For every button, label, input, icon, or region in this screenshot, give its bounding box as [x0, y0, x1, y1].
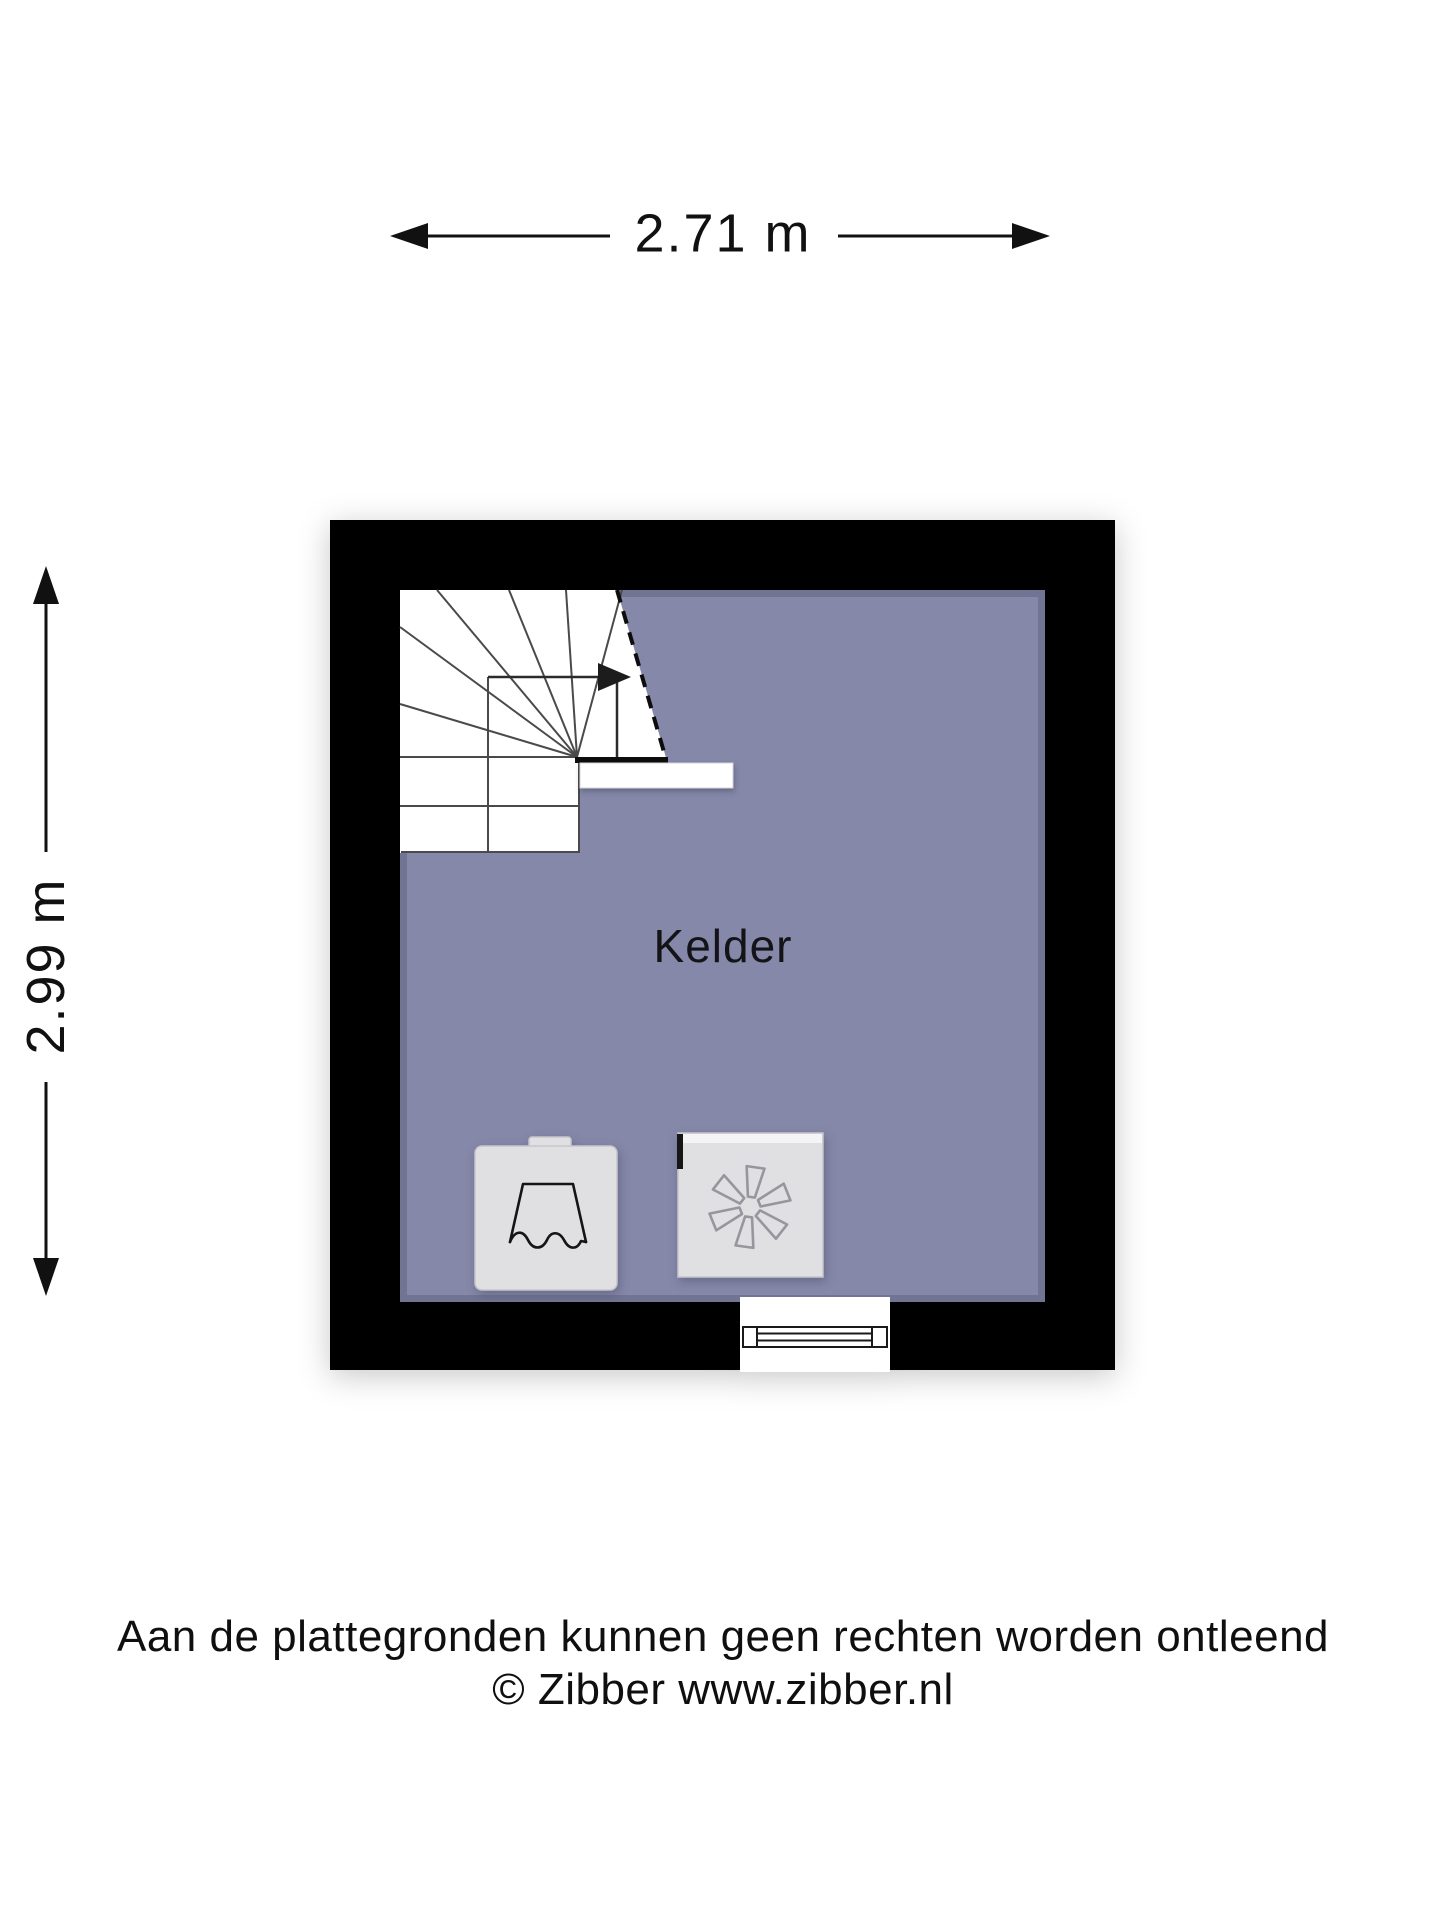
sink-icon — [475, 1137, 617, 1290]
stair-landing — [580, 763, 733, 788]
room-name-label: Kelder — [653, 919, 793, 972]
dimension-height-label: 2.99 m — [16, 877, 76, 1055]
disclaimer-line1: Aan de plattegronden kunnen geen rechten worden ontleend — [116, 1612, 1330, 1661]
arrow-up-icon — [33, 566, 59, 604]
disclaimer-line2: © Zibber www.zibber.nl — [492, 1665, 954, 1714]
arrow-left-icon — [390, 223, 428, 249]
arrow-right-icon — [1012, 223, 1050, 249]
boiler-fan-icon — [677, 1133, 823, 1277]
dimension-width-label: 2.71 m — [634, 203, 812, 264]
door-steps-icon — [740, 1297, 890, 1372]
disclaimer — [117, 1610, 1329, 1716]
arrow-down-icon — [33, 1258, 59, 1296]
